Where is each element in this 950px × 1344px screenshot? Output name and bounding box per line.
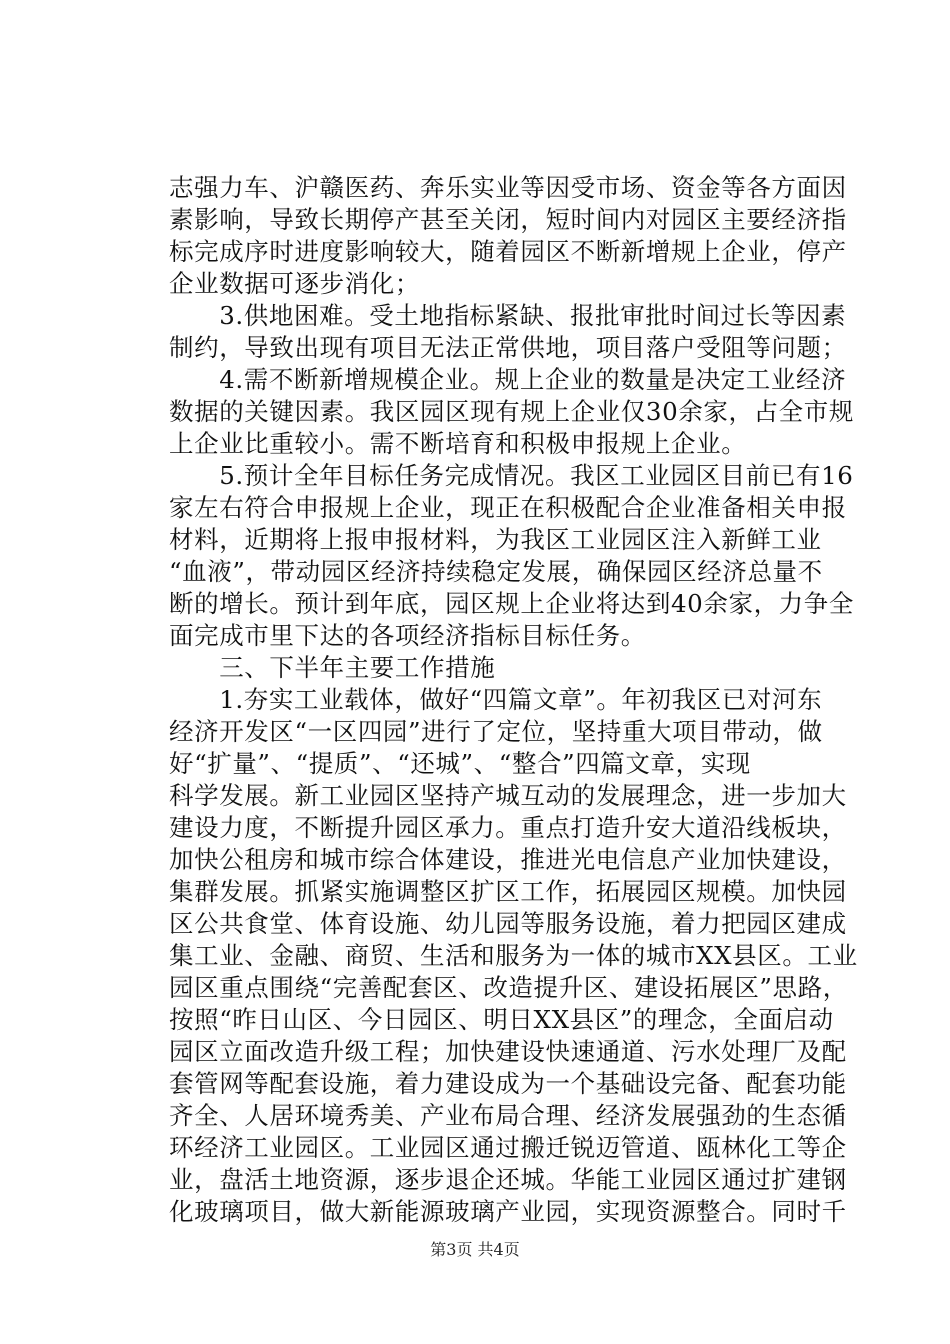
text-line: 建设力度，不断提升园区承力。重点打造升安大道沿线板块， (169, 813, 847, 842)
text-line: 1.夯实工业载体，做好“四篇文章”。年初我区已对河东 (169, 685, 823, 714)
text-line: 标完成序时进度影响较大，随着园区不断新增规上企业，停产 (169, 237, 847, 266)
text-line: 科学发展。新工业园区坚持产城互动的发展理念，进一步加大 (169, 781, 847, 810)
text-line: 园区立面改造升级工程；加快建设快速通道、污水处理厂及配 (169, 1037, 847, 1066)
text-line: 上企业比重较小。需不断培育和积极申报规上企业。 (169, 429, 747, 458)
text-line: 集工业、金融、商贸、生活和服务为一体的城市XX县区。工业 (169, 941, 858, 970)
text-line: 集群发展。抓紧实施调整区扩区工作，拓展园区规模。加快园 (169, 877, 847, 906)
text-line: “血液”，带动园区经济持续稳定发展，确保园区经济总量不 (169, 557, 823, 586)
section-heading: 三、下半年主要工作措施 (169, 653, 496, 682)
text-line: 加快公租房和城市综合体建设，推进光电信息产业加快建设， (169, 845, 847, 874)
text-line: 企业数据可逐步消化； (169, 269, 420, 298)
text-line: 环经济工业园区。工业园区通过搬迁锐迈管道、瓯林化工等企 (169, 1133, 847, 1162)
text-line: 业，盘活土地资源，逐步退企还城。华能工业园区通过扩建钢 (169, 1165, 847, 1194)
text-line: 化玻璃项目，做大新能源玻璃产业园，实现资源整合。同时千 (169, 1197, 847, 1226)
text-line: 素影响，导致长期停产甚至关闭，短时间内对园区主要经济指 (169, 205, 847, 234)
text-line: 按照“昨日山区、今日园区、明日XX县区”的理念，全面启动 (169, 1005, 834, 1034)
text-line: 5.预计全年目标任务完成情况。我区工业园区目前已有16 (169, 461, 854, 490)
text-line: 制约，导致出现有项目无法正常供地，项目落户受阻等问题； (169, 333, 847, 362)
text-line: 4.需不断新增规模企业。规上企业的数量是决定工业经济 (169, 365, 847, 394)
text-line: 3.供地困难。受土地指标紧缺、报批审批时间过长等因素 (169, 301, 847, 330)
text-line: 断的增长。预计到年底，园区规上企业将达到40余家，力争全 (169, 589, 854, 618)
text-line: 数据的关键因素。我区园区现有规上企业仅30余家，占全市规 (169, 397, 854, 426)
text-line: 区公共食堂、体育设施、幼儿园等服务设施，着力把园区建成 (169, 909, 847, 938)
document-body (169, 172, 858, 1228)
text-line: 齐全、人居环境秀美、产业布局合理、经济发展强劲的生态循 (169, 1101, 847, 1130)
text-line: 经济开发区“一区四园”进行了定位，坚持重大项目带动，做 (169, 717, 823, 746)
page-number-footer: 第3页 共4页 (430, 1240, 520, 1259)
text-line: 家左右符合申报规上企业，现正在积极配合企业准备相关申报 (169, 493, 847, 522)
text-line: 园区重点围绕“完善配套区、改造提升区、建设拓展区”思路， (169, 973, 848, 1002)
text-line: 志强力车、沪赣医药、奔乐实业等因受市场、资金等各方面因 (169, 173, 847, 202)
text-line: 面完成市里下达的各项经济指标目标任务。 (169, 621, 646, 650)
text-line: 材料，近期将上报申报材料，为我区工业园区注入新鲜工业 (169, 525, 822, 554)
text-line: 套管网等配套设施，着力建设成为一个基础设完备、配套功能 (169, 1069, 847, 1098)
text-line: 好“扩量”、“提质”、“还城”、“整合”四篇文章，实现 (169, 749, 751, 778)
